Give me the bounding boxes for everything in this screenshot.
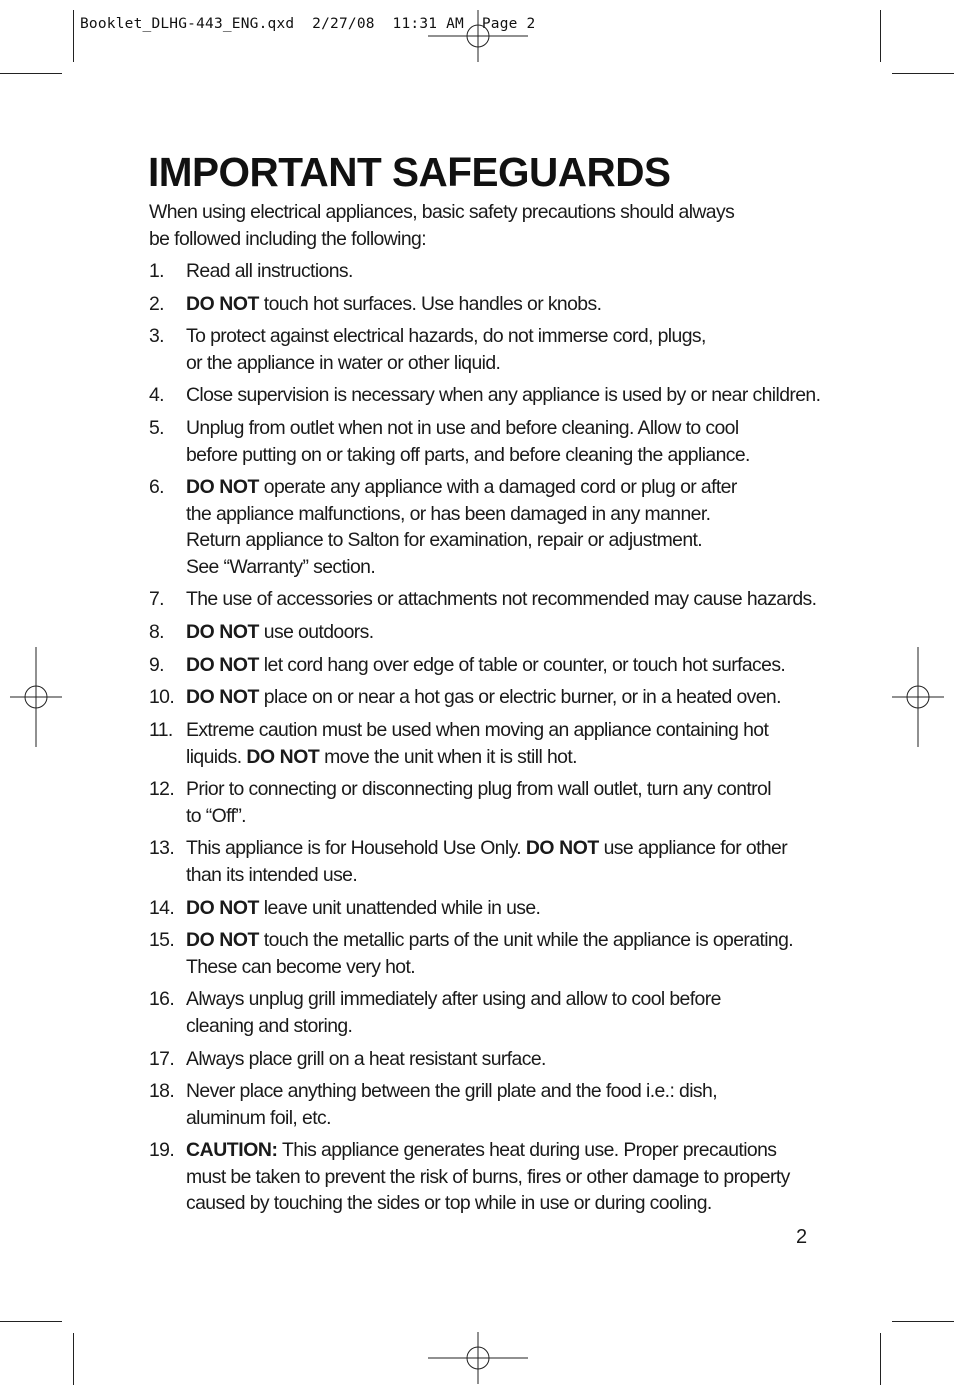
list-item [149,258,839,285]
emphasis-label: DO NOT [186,686,260,708]
list-item-segment: See “Warranty” section. [186,555,376,578]
list-item-text [186,1078,839,1131]
list-item-text [186,323,839,376]
list-item [149,927,839,980]
list-item-segment: leave unit unattended while in use. [259,897,541,919]
list-item-segment: Extreme caution must be used when moving an appliance containing hot [186,719,769,741]
intro-line: be followed including the following: [149,227,426,250]
list-item-text [186,619,839,646]
list-item-segment: to “Off”. [186,804,246,827]
list-item-segment: let cord hang over edge of table or counter, or touch hot surfaces. [259,654,786,676]
list-item-number: 7. [149,588,164,610]
emphasis-label: DO NOT [186,293,260,315]
list-item-number: 4. [149,384,164,406]
list-item [149,1046,839,1073]
list-item-segment: This appliance generates heat during use. Proper precautions [277,1139,777,1161]
list-item-segment: Always place grill on a heat resistant surface. [186,1048,546,1070]
list-item [149,1078,839,1131]
crop-mark [0,73,62,74]
list-item-text [186,927,839,980]
emphasis-label: CAUTION: [186,1139,278,1161]
list-item-segment: before putting on or taking off parts, and before cleaning the appliance. [186,443,750,466]
crop-mark [0,1321,62,1322]
list-item [149,835,839,888]
emphasis-label: DO NOT [246,745,320,768]
list-item [149,1137,839,1217]
list-item-segment: use appliance for other [598,837,788,859]
intro-paragraph [149,199,829,252]
list-item [149,474,839,580]
list-item-segment: cleaning and storing. [186,1014,353,1037]
list-item-number: 17. [149,1048,175,1070]
list-item-number: 10. [149,686,175,708]
list-item-segment: than its intended use. [186,863,358,886]
list-item-text [186,652,839,679]
list-item [149,776,839,829]
list-item-number: 15. [149,929,175,951]
list-item-text [186,291,839,318]
emphasis-label: DO NOT [186,929,260,951]
list-item-segment: operate any appliance with a damaged cord or plug or after [259,476,737,498]
list-item-segment: touch the metallic parts of the unit while the appliance is operating. [259,929,794,951]
crop-mark [892,1321,954,1322]
list-item-segment: aluminum foil, etc. [186,1106,331,1129]
list-item [149,986,839,1039]
list-item-text [186,258,839,285]
list-item-segment: liquids. [186,745,247,768]
list-item [149,586,839,613]
list-item [149,652,839,679]
list-item-segment: The use of accessories or attachments not recommended may cause hazards. [186,588,817,610]
list-item-text [186,986,839,1039]
crop-mark [892,73,954,74]
emphasis-label: DO NOT [186,621,260,643]
list-item-number: 12. [149,778,175,800]
list-item [149,895,839,922]
list-item-text [186,474,839,580]
list-item-number: 2. [149,293,164,315]
registration-mark-icon [892,647,944,747]
list-item-segment: touch hot surfaces. Use handles or knobs. [259,293,602,315]
list-item-text [186,415,839,468]
crop-mark [73,1333,74,1385]
emphasis-label: DO NOT [186,654,260,676]
list-item [149,291,839,318]
list-item-text [186,776,839,829]
list-item-segment: use outdoors. [259,621,374,643]
list-item-number: 13. [149,837,175,859]
crop-mark [73,10,74,62]
list-item-text [186,1137,839,1217]
list-item-number: 19. [149,1139,175,1161]
list-item-segment: the appliance malfunctions, or has been damaged in any manner. [186,502,711,525]
list-item-number: 16. [149,988,175,1010]
list-item [149,382,839,409]
crop-mark [880,10,881,62]
list-item-number: 14. [149,897,175,919]
list-item-number: 3. [149,325,164,347]
list-item-segment: move the unit when it is still hot. [319,745,577,768]
crop-mark [880,1333,881,1385]
list-item-text [186,1046,839,1073]
emphasis-label: DO NOT [525,837,599,859]
list-item-segment: This appliance is for Household Use Only. [186,837,526,859]
list-item-segment: Return appliance to Salton for examination, repair or adjustment. [186,529,703,551]
page-number: 2 [796,1226,808,1248]
list-item [149,415,839,468]
list-item-text [186,835,839,888]
list-item-segment: caused by touching the sides or top while in use or during cooling. [186,1192,712,1214]
list-item-number: 9. [149,654,164,676]
list-item-text [186,586,839,613]
list-item-segment: or the appliance in water or other liquid. [186,351,501,374]
list-item-segment: Close supervision is necessary when any appliance is used by or near children. [186,384,821,406]
list-item-number: 8. [149,621,164,643]
list-item-text [186,895,839,922]
list-item-segment: Always unplug grill immediately after using and allow to cool before [186,988,721,1010]
registration-mark-icon [428,10,528,62]
list-item-text [186,717,839,770]
list-item [149,323,839,376]
list-item-number: 6. [149,476,164,498]
list-item-segment: To protect against electrical hazards, do not immerse cord, plugs, [186,325,706,347]
list-item-number: 5. [149,417,164,439]
list-item-segment: must be taken to prevent the risk of burns, fires or other damage to property [186,1165,790,1188]
list-item [149,619,839,646]
list-item-text [186,684,839,711]
list-item-number: 1. [149,260,164,282]
list-item [149,684,839,711]
list-item-segment: Read all instructions. [186,260,353,282]
printer-slug: Booklet_DLHG-443_ENG.qxd 2/27/08 11:31 AM Page 2 [80,16,536,32]
list-item [149,717,839,770]
list-item-segment: Unplug from outlet when not in use and before cleaning. Allow to cool [186,417,739,439]
list-item-text [186,382,839,409]
emphasis-label: DO NOT [186,476,260,498]
registration-mark-icon [428,1332,528,1384]
emphasis-label: DO NOT [186,897,260,919]
list-item-segment: place on or near a hot gas or electric burner, or in a heated oven. [259,686,781,708]
list-item-number: 11. [149,719,173,741]
list-item-segment: Never place anything between the grill plate and the food i.e.: dish, [186,1080,717,1102]
list-item-segment: Prior to connecting or disconnecting plug from wall outlet, turn any control [186,778,771,800]
list-item-segment: These can become very hot. [186,955,416,978]
intro-line: When using electrical appliances, basic safety precautions should always [149,201,735,223]
registration-mark-icon [10,647,62,747]
list-item-number: 18. [149,1080,175,1102]
page-title: IMPORTANT SAFEGUARDS [148,149,671,195]
